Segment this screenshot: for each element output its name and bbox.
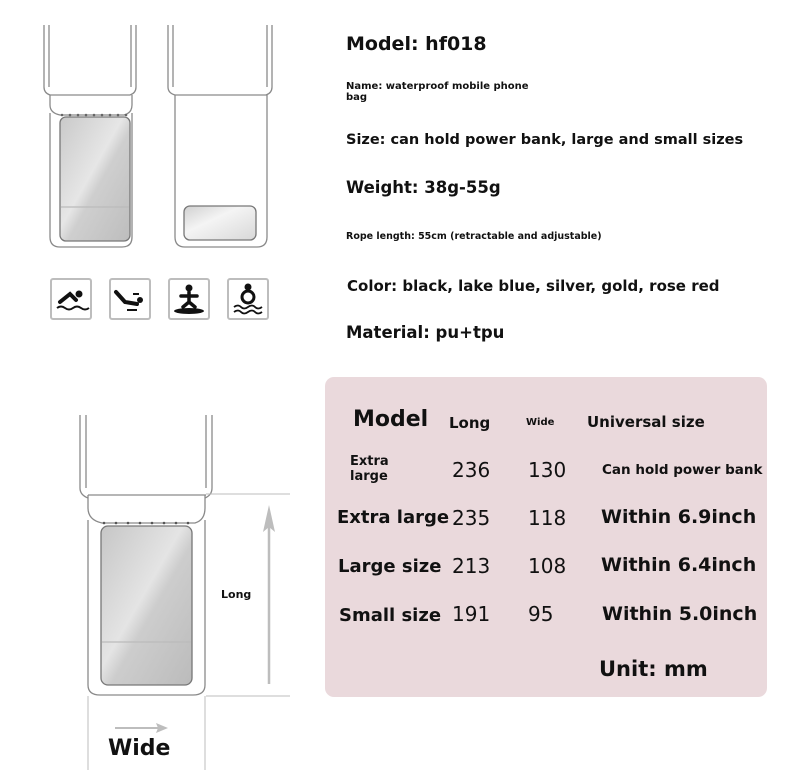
row-long: 236 — [452, 458, 491, 482]
header-long: Long — [449, 414, 491, 432]
long-label: Long — [221, 588, 252, 601]
bag-front-back-illustration — [30, 25, 280, 255]
spec-name: Name: waterproof mobile phone bag — [346, 81, 529, 103]
spec-rope-length: Rope length: 55cm (retractable and adjustable) — [346, 231, 602, 242]
swimming-icon — [50, 278, 92, 320]
row-universal: Within 6.4inch — [601, 554, 757, 576]
water-float-icon — [227, 278, 269, 320]
spec-size: Size: can hold power bank, large and small sizes — [346, 132, 744, 148]
row-wide: 118 — [528, 506, 567, 530]
row-long: 213 — [452, 554, 491, 578]
size-table — [325, 377, 767, 697]
row-model: Large size — [338, 556, 442, 577]
header-universal-size: Universal size — [587, 413, 705, 431]
row-wide: 95 — [528, 602, 554, 626]
row-universal: Can hold power bank — [602, 462, 763, 478]
header-model: Model — [353, 407, 429, 432]
row-wide: 108 — [528, 554, 567, 578]
row-wide: 130 — [528, 458, 567, 482]
spec-weight: Weight: 38g-55g — [346, 178, 501, 197]
diving-icon — [109, 278, 151, 320]
spec-color: Color: black, lake blue, silver, gold, rose red — [347, 277, 720, 295]
row-model: Extra large — [350, 454, 389, 484]
bag-dimension-diagram — [60, 400, 310, 770]
row-universal: Within 6.9inch — [601, 506, 757, 528]
header-wide: Wide — [526, 417, 555, 428]
wide-arrow-icon — [115, 723, 168, 733]
bag-front — [44, 25, 136, 247]
bag-back — [168, 25, 272, 247]
row-long: 235 — [452, 506, 491, 530]
spec-model: Model: hf018 — [346, 33, 487, 55]
unit-label: Unit: mm — [599, 657, 708, 681]
row-long: 191 — [452, 602, 491, 626]
wide-label: Wide — [108, 736, 171, 761]
surfing-icon — [168, 278, 210, 320]
long-arrow-icon — [263, 505, 275, 684]
row-universal: Within 5.0inch — [602, 603, 758, 625]
row-model: Small size — [339, 605, 442, 626]
spec-material: Material: pu+tpu — [346, 323, 505, 342]
row-model: Extra large — [337, 507, 450, 528]
